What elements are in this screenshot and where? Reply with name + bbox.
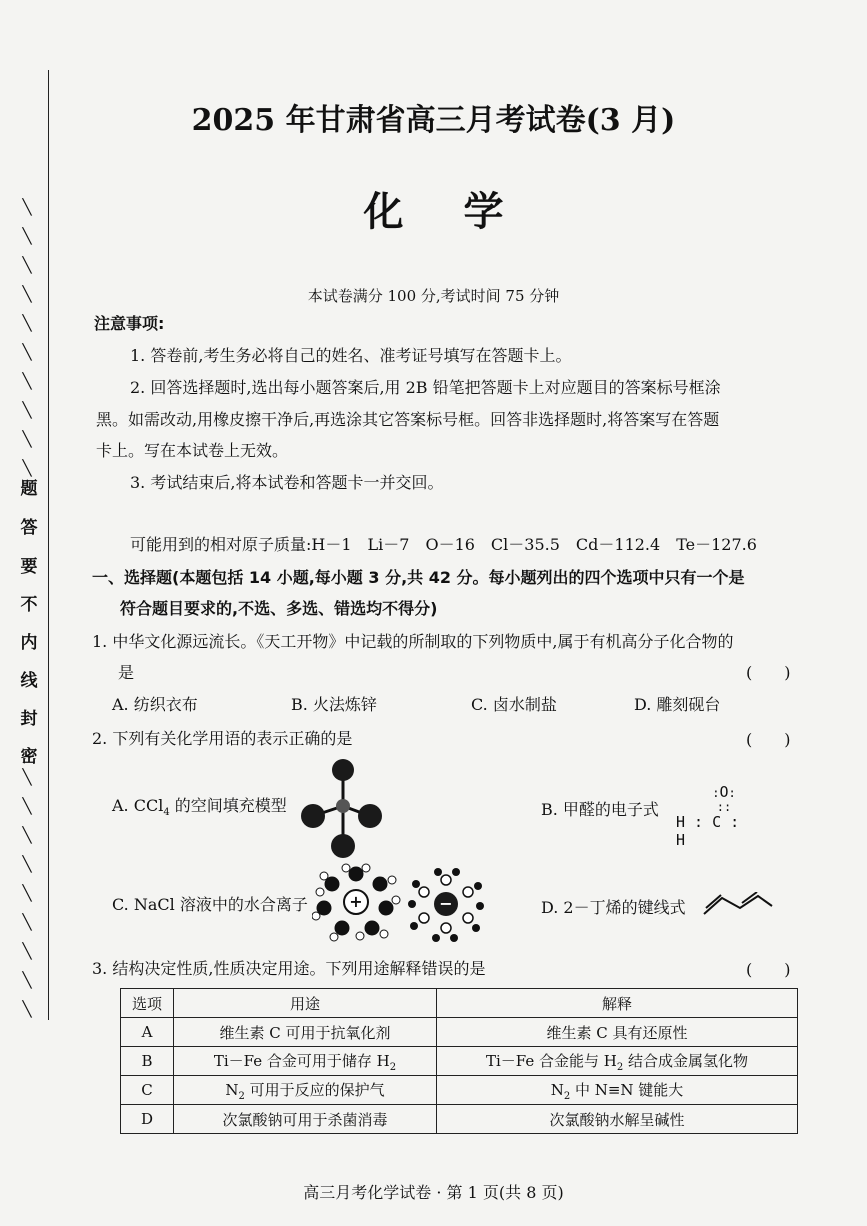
table-row	[121, 1018, 798, 1047]
ion-charge-plus: +	[349, 892, 363, 911]
table-cell: C	[121, 1076, 174, 1105]
binding-char: 答	[20, 518, 38, 538]
hydrated-cl-ion-diagram	[408, 866, 484, 942]
table-cell: B	[121, 1047, 174, 1076]
binding-slash-mark: ╲	[22, 401, 32, 419]
hydrated-na-ion-diagram	[312, 862, 404, 942]
binding-char: 密	[20, 747, 38, 767]
ccl4-space-filling-model	[298, 758, 388, 863]
binding-slash-mark: ╲	[22, 314, 32, 332]
binding-slash-mark: ╲	[22, 430, 32, 448]
notice-item-1: 1. 答卷前,考生务必将自己的姓名、准考证号填写在答题卡上。	[130, 346, 572, 365]
table-cell: Ti－Fe 合金可用于储存 $H_2$	[174, 1047, 437, 1076]
binding-slash-mark: ╲	[22, 459, 32, 477]
binding-slash-mark: ╲	[22, 768, 32, 786]
binding-char: 要	[20, 557, 38, 577]
formaldehyde-lewis-structure: :O: :: H : C : H	[676, 783, 740, 849]
binding-slash-mark: ╲	[22, 826, 32, 844]
binding-slash-mark: ╲	[22, 256, 32, 274]
table-row	[121, 1047, 798, 1076]
notice-item-2: 2. 回答选择题时,选出每小题答案后,用 2B 铅笔把答题卡上对应题目的答案标号框涂	[130, 378, 721, 397]
question-2-stem: 2. 下列有关化学用语的表示正确的是	[92, 729, 353, 748]
option-d: D. 2－丁烯的键线式	[541, 898, 686, 917]
atomic-mass-line: 可能用到的相对原子质量:H－1 Li－7 O－16 Cl－35.5 Cd－112.4 Te－127.6	[130, 535, 757, 554]
table-header: 选项	[121, 989, 174, 1018]
table-cell: $N_2$ 可用于反应的保护气	[174, 1076, 437, 1105]
exam-info: 本试卷满分 100 分,考试时间 75 分钟	[307, 287, 560, 305]
binding-char: 题	[20, 479, 38, 499]
question-3-stem: 3. 结构决定性质,性质决定用途。下列用途解释错误的是	[92, 959, 486, 978]
table-cell: Ti－Fe 合金能与 $H_2$ 结合成金属氢化物	[437, 1047, 798, 1076]
section-heading: 一、选择题(本题包括 14 小题,每小题 3 分,共 42 分。每小题列出的四个选项中只有一个是	[92, 568, 745, 587]
table-header-row	[121, 989, 798, 1018]
binding-slash-mark: ╲	[22, 913, 32, 931]
binding-slash-mark: ╲	[22, 227, 32, 245]
table-cell: D	[121, 1105, 174, 1134]
notice-item-2-cont: 卡上。写在本试卷上无效。	[96, 441, 289, 460]
binding-slash-mark: ╲	[22, 198, 32, 216]
option-a: A. CCl$_4$ 的空间填充模型	[112, 796, 287, 819]
notice-heading: 注意事项:	[94, 314, 165, 333]
binding-char: 内	[20, 633, 38, 653]
section-heading-cont: 符合题目要求的,不选、多选、错选均不得分)	[120, 599, 438, 618]
option-c: C. NaCl 溶液中的水合离子	[112, 895, 308, 914]
table-row	[121, 1076, 798, 1105]
option-b: B. 甲醛的电子式	[541, 800, 659, 819]
question-1-stem: 1. 中华文化源远流长。《天工开物》中记载的所制取的下列物质中,属于有机高分子化合物的	[92, 632, 734, 651]
binding-slash-mark: ╲	[22, 285, 32, 303]
table-cell: 次氯酸钠水解呈碱性	[437, 1105, 798, 1134]
option-c: C. 卤水制盐	[471, 695, 557, 714]
table-header: 解释	[437, 989, 798, 1018]
binding-slash-mark: ╲	[22, 942, 32, 960]
binding-char: 封	[20, 709, 38, 729]
binding-char: 线	[20, 671, 38, 691]
subject-title: 化学	[363, 188, 564, 235]
page-title: 2025 年甘肃省高三月考试卷(3 月)	[191, 103, 676, 138]
table-cell: 维生素 C 可用于抗氧化剂	[174, 1018, 437, 1047]
option-b: B. 火法炼锌	[291, 695, 377, 714]
table-cell: A	[121, 1018, 174, 1047]
question-1-stem-cont: 是	[118, 663, 135, 682]
answer-paren: ( )	[746, 960, 791, 979]
table-cell: $N_2$ 中 N≡N 键能大	[437, 1076, 798, 1105]
binding-slash-mark: ╲	[22, 855, 32, 873]
answer-paren: ( )	[746, 663, 791, 682]
binding-slash-mark: ╲	[22, 971, 32, 989]
table-row	[121, 1105, 798, 1134]
binding-slash-mark: ╲	[22, 1000, 32, 1018]
explanation-table	[120, 988, 798, 1134]
table-header: 用途	[174, 989, 437, 1018]
2-butene-skeletal-formula	[702, 892, 774, 918]
option-d: D. 雕刻砚台	[634, 695, 721, 714]
answer-paren: ( )	[746, 730, 791, 749]
ion-charge-minus: −	[439, 894, 453, 913]
table-cell: 次氯酸钠可用于杀菌消毒	[174, 1105, 437, 1134]
page-footer: 高三月考化学试卷 · 第 1 页(共 8 页)	[303, 1183, 564, 1202]
notice-item-3: 3. 考试结束后,将本试卷和答题卡一并交回。	[130, 473, 444, 492]
option-a: A. 纺织衣布	[112, 695, 198, 714]
notice-item-2-cont: 黑。如需改动,用橡皮擦干净后,再选涂其它答案标号框。回答非选择题时,将答案写在答题	[96, 410, 720, 429]
binding-slash-mark: ╲	[22, 343, 32, 361]
table-cell: 维生素 C 具有还原性	[437, 1018, 798, 1047]
binding-slash-mark: ╲	[22, 372, 32, 390]
binding-char: 不	[20, 595, 38, 615]
binding-slash-mark: ╲	[22, 884, 32, 902]
binding-slash-mark: ╲	[22, 797, 32, 815]
